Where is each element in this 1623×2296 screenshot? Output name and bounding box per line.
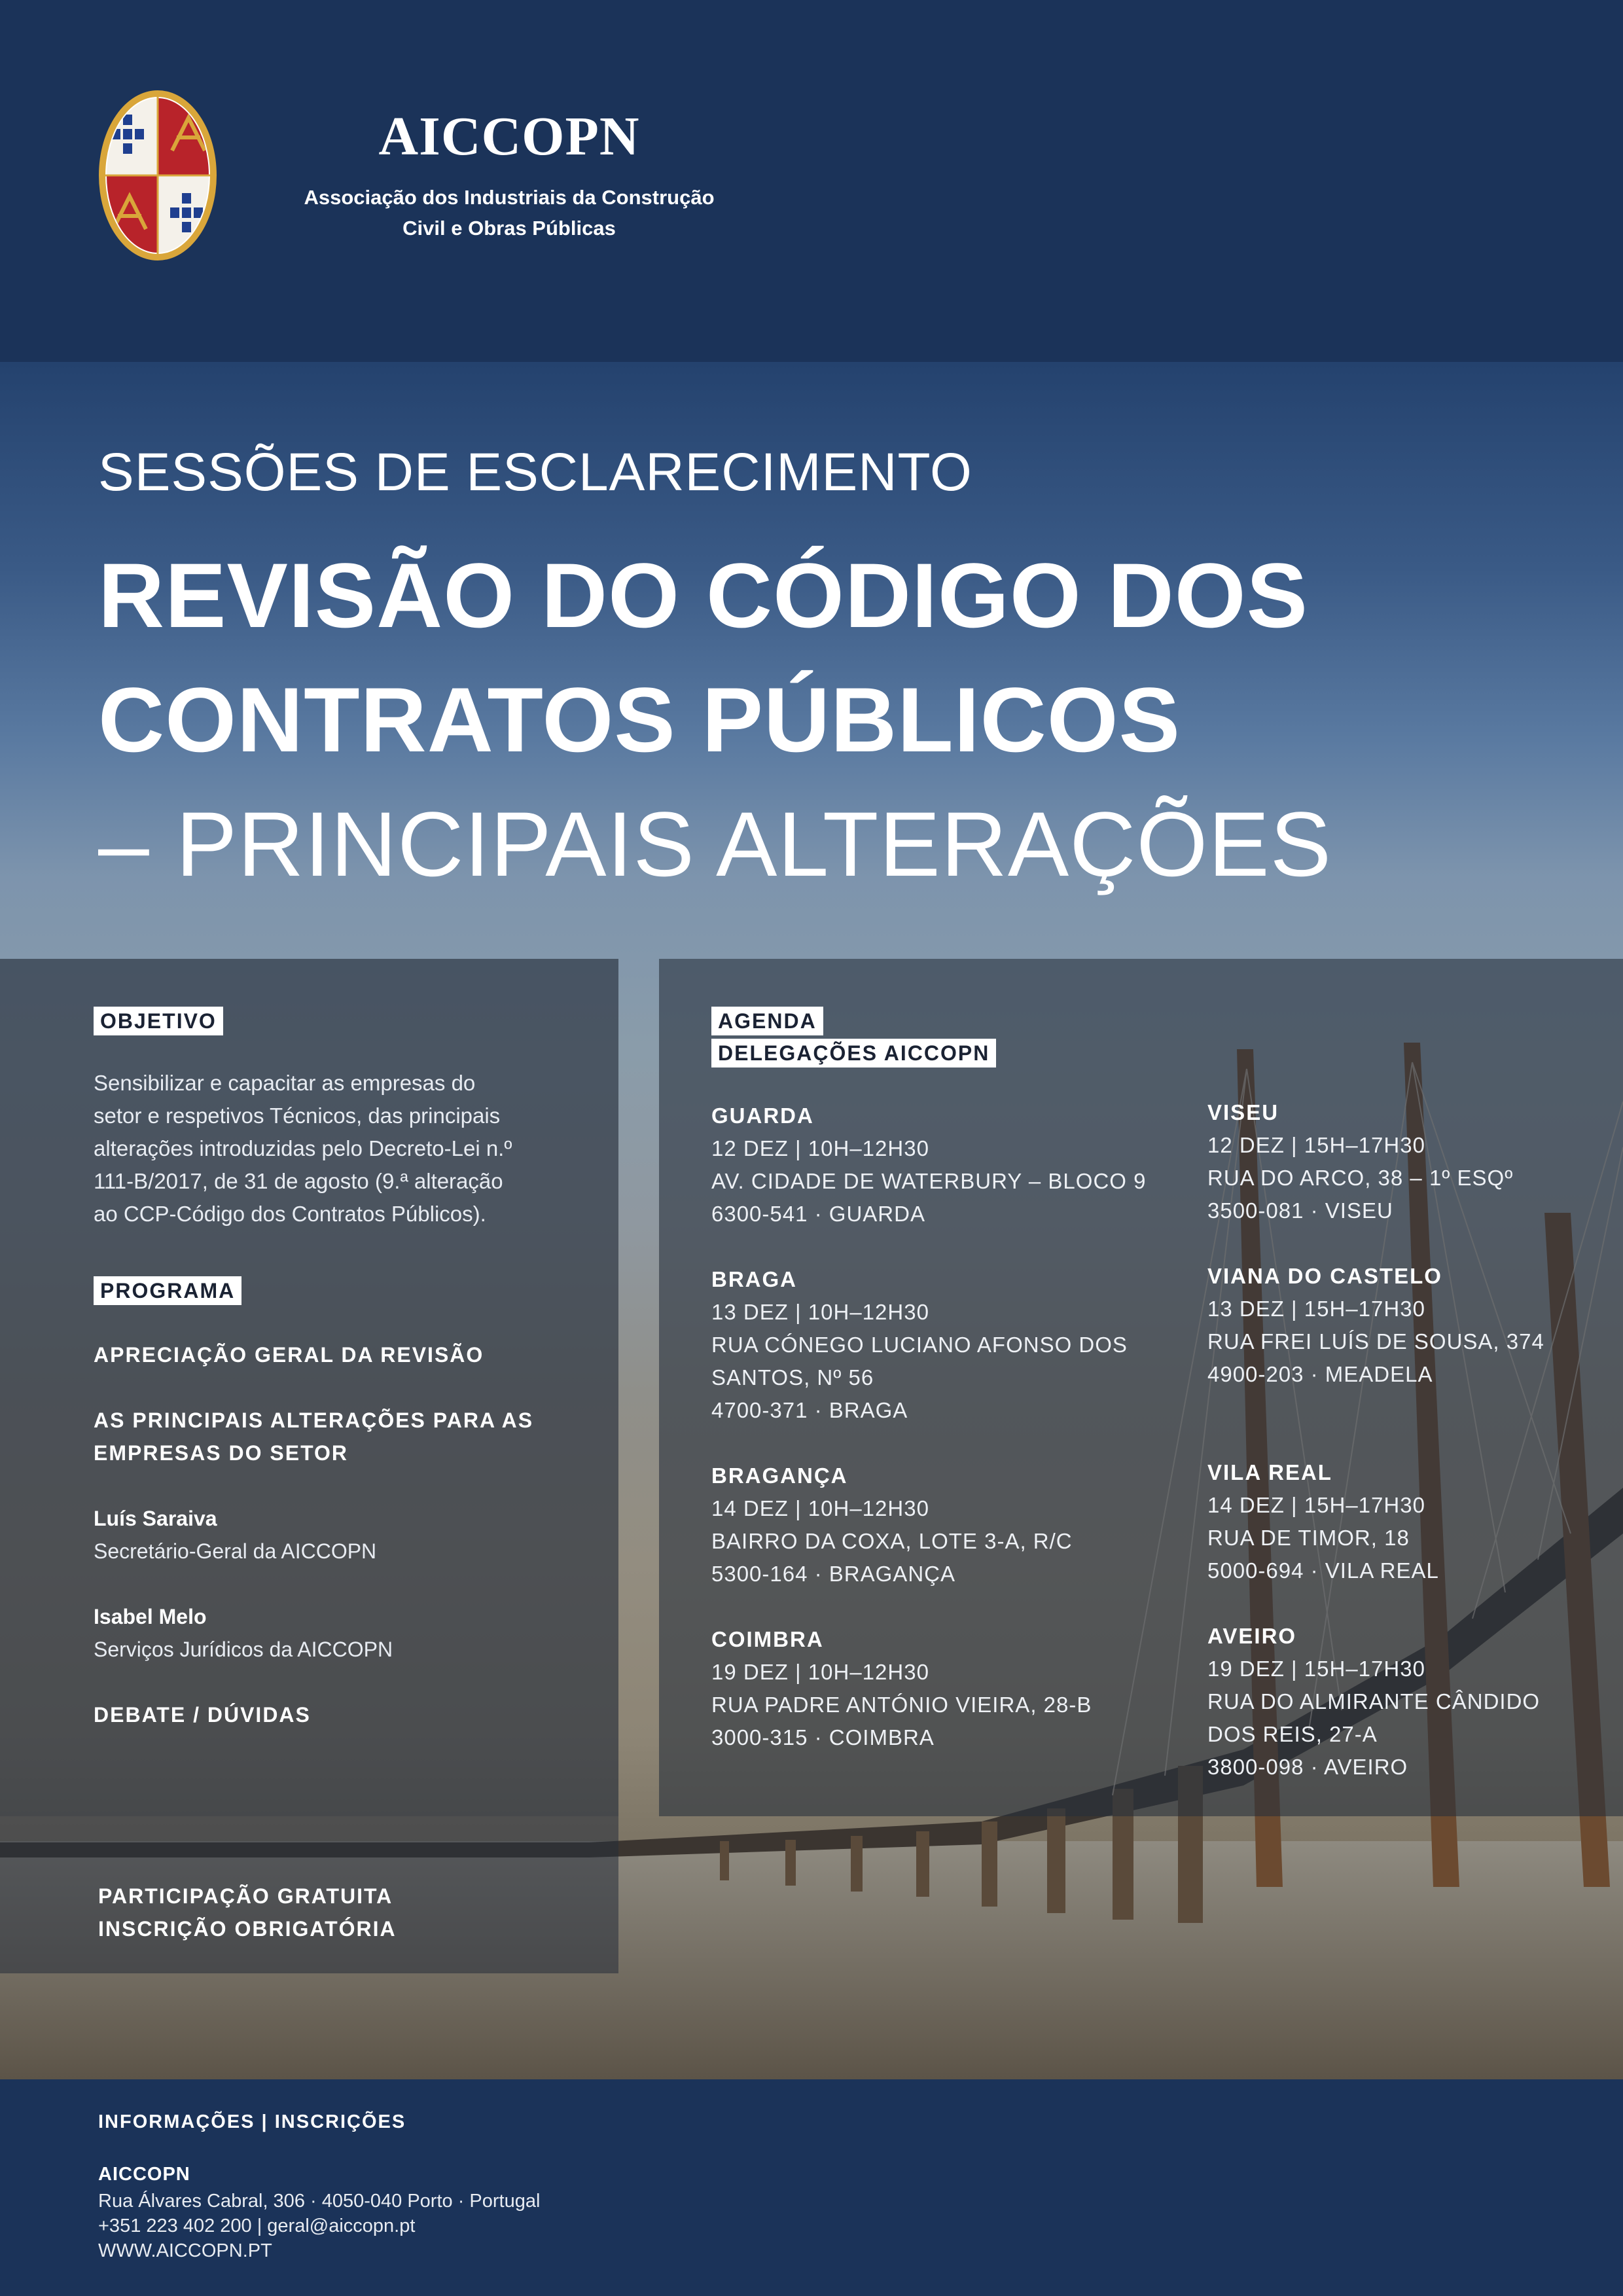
speaker xyxy=(94,1502,604,1568)
location-postal: 3500-081 · VISEU xyxy=(1207,1198,1393,1223)
objective-line: 111-B/2017, de 31 de agosto (9.ª alteração xyxy=(94,1169,503,1193)
objective-line: ao CCP-Código dos Contratos Públicos). xyxy=(94,1202,486,1226)
brand-subtitle-line: Civil e Obras Públicas xyxy=(402,217,616,240)
location-city: COIMBRA xyxy=(711,1627,824,1651)
objective-line: Sensibilizar e capacitar as empresas do xyxy=(94,1071,476,1095)
objective-line: setor e respetivos Técnicos, das principais xyxy=(94,1103,501,1128)
hero-title-line: CONTRATOS PÚBLICOS xyxy=(98,668,1181,771)
participation-note xyxy=(98,1880,397,1945)
speaker-name: Isabel Melo xyxy=(94,1605,207,1628)
location-postal: 4700-371 · BRAGA xyxy=(711,1398,908,1422)
location-city: BRAGANÇA xyxy=(711,1463,848,1488)
agenda-location-guarda xyxy=(711,1100,1183,1230)
location-postal: 5000-694 · VILA REAL xyxy=(1207,1558,1439,1583)
location-city: VILA REAL xyxy=(1207,1460,1332,1484)
footer-website-link[interactable]: WWW.AICCOPN.PT xyxy=(98,2240,272,2261)
hero-subtitle-line: – PRINCIPAIS ALTERAÇÕES xyxy=(98,793,1332,895)
location-address: RUA PADRE ANTÓNIO VIEIRA, 28-B xyxy=(711,1693,1092,1717)
location-date: 12 DEZ | 10H–12H30 xyxy=(711,1136,929,1160)
agenda-location-vilareal xyxy=(1207,1456,1623,1587)
location-address: RUA DE TIMOR, 18 xyxy=(1207,1526,1410,1550)
participation-line: PARTICIPAÇÃO GRATUITA xyxy=(98,1884,393,1908)
brand-subtitle-line: Associação dos Industriais da Construção xyxy=(304,186,715,209)
agenda-location-viana xyxy=(1207,1260,1623,1391)
location-postal: 3000-315 · COIMBRA xyxy=(711,1725,935,1749)
location-date: 19 DEZ | 15H–17H30 xyxy=(1207,1657,1425,1681)
location-date: 13 DEZ | 15H–17H30 xyxy=(1207,1297,1425,1321)
agenda-location-braganca xyxy=(711,1460,1183,1590)
location-date: 19 DEZ | 10H–12H30 xyxy=(711,1660,929,1684)
location-postal: 5300-164 · BRAGANÇA xyxy=(711,1562,955,1586)
objective-label: OBJETIVO xyxy=(94,1007,223,1035)
delegations-label: DELEGAÇÕES AICCOPN xyxy=(711,1039,996,1067)
speaker-name: Luís Saraiva xyxy=(94,1507,217,1530)
location-date: 14 DEZ | 10H–12H30 xyxy=(711,1496,929,1520)
location-address: DOS REIS, 27-A xyxy=(1207,1722,1378,1746)
location-date: 12 DEZ | 15H–17H30 xyxy=(1207,1133,1425,1157)
location-address: RUA CÓNEGO LUCIANO AFONSO DOS xyxy=(711,1333,1128,1357)
location-city: GUARDA xyxy=(711,1103,814,1128)
brand-subtitle xyxy=(290,182,728,243)
location-date: 13 DEZ | 10H–12H30 xyxy=(711,1300,929,1324)
brand-name: AICCOPN xyxy=(378,106,640,167)
program-item-line: EMPRESAS DO SETOR xyxy=(94,1441,349,1465)
program-label: PROGRAMA xyxy=(94,1276,241,1305)
speaker xyxy=(94,1600,604,1666)
location-address: SANTOS, Nº 56 xyxy=(711,1365,874,1390)
agenda-location-coimbra xyxy=(711,1623,1183,1754)
program-item-line: AS PRINCIPAIS ALTERAÇÕES PARA AS xyxy=(94,1408,534,1432)
location-city: BRAGA xyxy=(711,1267,797,1291)
hero-title xyxy=(98,533,1332,906)
location-city: VIANA DO CASTELO xyxy=(1207,1264,1442,1288)
participation-line: INSCRIÇÃO OBRIGATÓRIA xyxy=(98,1917,397,1941)
location-address: AV. CIDADE DE WATERBURY – BLOCO 9 xyxy=(711,1169,1147,1193)
objective-line: alterações introduzidas pelo Decreto-Lei n.º xyxy=(94,1136,512,1160)
aiccopn-crest-logo xyxy=(97,88,219,262)
location-city: VISEU xyxy=(1207,1100,1279,1124)
speaker-role: Serviços Jurídicos da AICCOPN xyxy=(94,1638,393,1661)
program-item: APRECIAÇÃO GERAL DA REVISÃO xyxy=(94,1343,484,1367)
speaker-role: Secretário-Geral da AICCOPN xyxy=(94,1539,377,1563)
location-postal: 6300-541 · GUARDA xyxy=(711,1202,925,1226)
footer-org: AICCOPN xyxy=(98,2164,190,2185)
location-postal: 3800-098 · AVEIRO xyxy=(1207,1755,1408,1779)
hero-title-line: REVISÃO DO CÓDIGO DOS xyxy=(98,544,1308,647)
agenda-label: AGENDA xyxy=(711,1007,823,1035)
header-band xyxy=(0,0,1623,362)
location-city: AVEIRO xyxy=(1207,1624,1297,1648)
agenda-location-viseu xyxy=(1207,1096,1623,1227)
footer-contact[interactable]: +351 223 402 200 | geral@aiccopn.pt xyxy=(98,2215,416,2236)
objective-text xyxy=(94,1067,591,1230)
agenda-location-aveiro xyxy=(1207,1620,1623,1784)
location-address: RUA FREI LUÍS DE SOUSA, 374 xyxy=(1207,1329,1544,1354)
footer-address: Rua Álvares Cabral, 306 · 4050-040 Porto · Portugal xyxy=(98,2191,541,2212)
location-address: BAIRRO DA COXA, LOTE 3-A, R/C xyxy=(711,1529,1073,1553)
footer-heading: INFORMAÇÕES | INSCRIÇÕES xyxy=(98,2111,406,2132)
location-date: 14 DEZ | 15H–17H30 xyxy=(1207,1493,1425,1517)
location-address: RUA DO ALMIRANTE CÂNDIDO xyxy=(1207,1689,1541,1713)
agenda-location-braga xyxy=(711,1263,1183,1427)
location-postal: 4900-203 · MEADELA xyxy=(1207,1362,1433,1386)
location-address: RUA DO ARCO, 38 – 1º ESQº xyxy=(1207,1166,1514,1190)
program-item xyxy=(94,1404,604,1469)
program-item: DEBATE / DÚVIDAS xyxy=(94,1703,311,1727)
hero-kicker: SESSÕES DE ESCLARECIMENTO xyxy=(98,442,972,502)
